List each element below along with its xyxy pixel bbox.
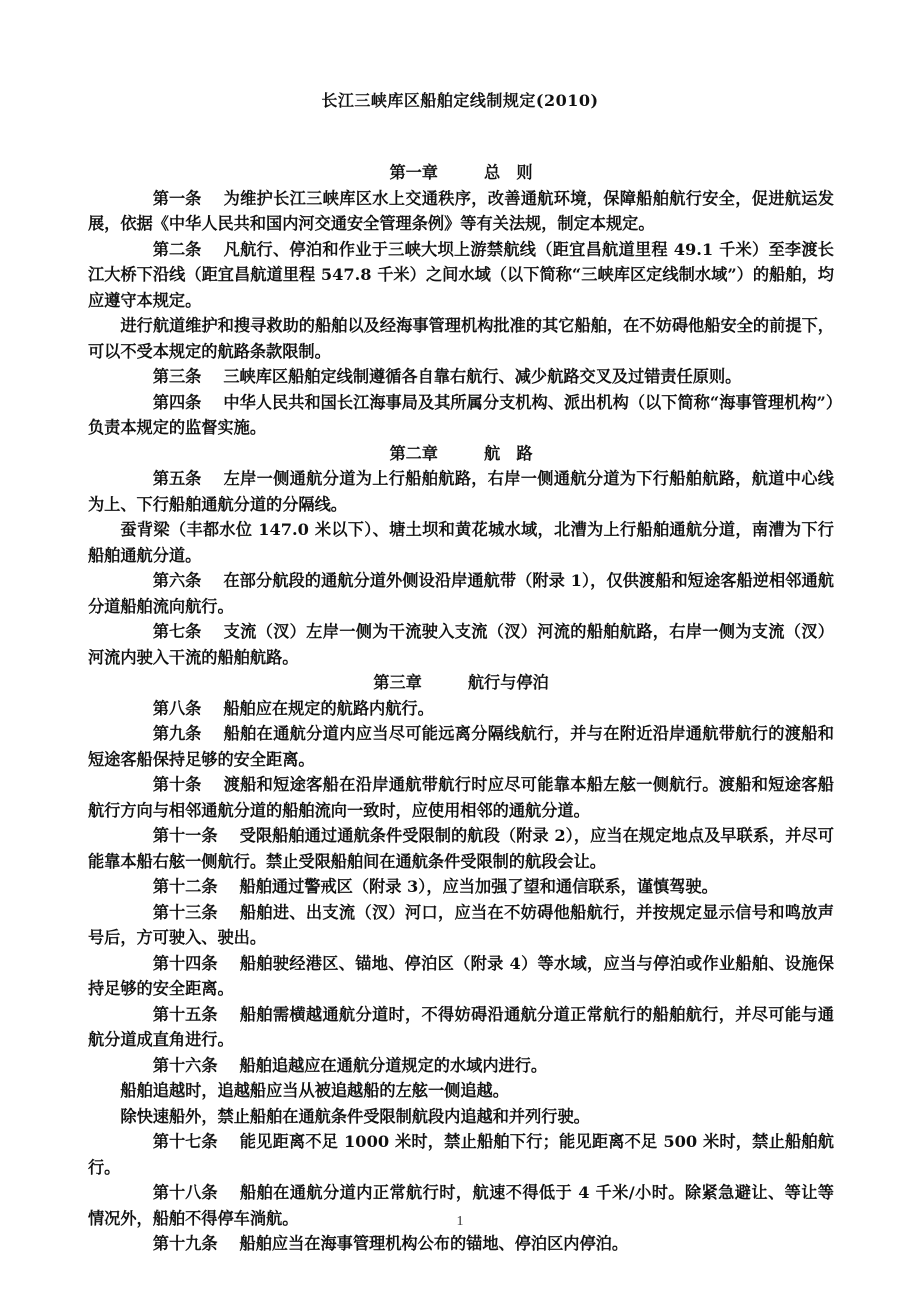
article-label: 第三条: [152, 367, 202, 386]
document-title: 长江三峡库区船舶定线制规定(2010): [321, 91, 599, 110]
article-text: 受限船舶通过通航条件受限制的航段（附录 2），应当在规定地点及早联系，并尽可能靠本船右舷一侧航行。禁止受限船舶间在通航条件受限制的航段会让。: [88, 826, 834, 871]
article-text: 凡航行、停泊和作业于三峡大坝上游禁航线（距宜昌航道里程 49.1 千米）至李渡长江大桥下沿线（距宜昌航道里程 547.8 千米）之间水域（以下简称“三峡库区定线制水域”）的船舶，均应遵守本规定。: [88, 239, 834, 310]
article-text: 中华人民共和国长江海事局及其所属分支机构、派出机构（以下简称“海事管理机构”）负责本规定的监督实施。: [88, 392, 834, 437]
article-16-clause-b: [88, 1104, 834, 1130]
article-2-clause: [88, 313, 834, 364]
article-text: 船舶在通航分道内应当尽可能远离分隔线航行，并与在附近沿岸通航带航行的渡船和短途客船保持足够的安全距离。: [88, 724, 834, 769]
article-4: [88, 390, 834, 441]
article-8: [88, 696, 834, 722]
chapter-heading-1: [88, 160, 834, 186]
article-text: 左岸一侧通航分道为上行船舶航路，右岸一侧通航分道为下行船舶航路，航道中心线为上、下行船舶通航分道的分隔线。: [88, 469, 834, 514]
article-17: [88, 1129, 834, 1180]
article-label: 第四条: [152, 392, 202, 412]
article-11: [88, 823, 834, 874]
article-label: 第五条: [152, 469, 202, 488]
article-19: [88, 1231, 834, 1257]
article-12: [88, 874, 834, 900]
article-text: 为维护长江三峡库区水上交通秩序，改善通航环境，保障船舶航行安全，促进航运发展，依据《中华人民共和国内河交通安全管理条例》等有关法规，制定本规定。: [88, 188, 834, 233]
article-text: 能见距离不足 1000 米时，禁止船舶下行；能见距离不足 500 米时，禁止船舶航行。: [88, 1132, 834, 1177]
chapter-heading-2: [88, 441, 834, 467]
article-text: 船舶需横越通航分道时，不得妨碍沿通航分道正常航行的船舶航行，并尽可能与通航分道成直角进行。: [88, 1004, 834, 1049]
article-label: 第八条: [152, 698, 202, 718]
article-9: [88, 721, 834, 772]
chapter-number: 第三章: [373, 673, 422, 692]
chapter-number: 第一章: [389, 163, 438, 182]
article-7: [88, 619, 834, 670]
article-label: 第十三条: [152, 902, 218, 922]
article-text: 进行航道维护和搜寻救助的船舶以及经海事管理机构批准的其它船舶，在不妨碍他船安全的前提下，可以不受本规定的航路条款限制。: [88, 316, 834, 361]
article-label: 第一条: [152, 188, 202, 208]
article-2: [88, 237, 834, 314]
article-text: 支流（汊）左岸一侧为干流驶入支流（汊）河流的船舶航路，右岸一侧为支流（汊）河流内驶入干流的船舶航路。: [88, 622, 834, 667]
article-label: 第十六条: [152, 1055, 218, 1075]
article-13: [88, 900, 834, 951]
article-15: [88, 1002, 834, 1053]
chapter-name: 总 则: [484, 163, 533, 182]
chapter-heading-3: [88, 670, 834, 696]
page-number: 1: [456, 1214, 464, 1229]
chapter-name: 航 路: [484, 443, 533, 463]
article-label: 第九条: [152, 724, 202, 743]
article-text: 除快速船外，禁止船舶在通航条件受限制航段内追越和并列行驶。: [120, 1106, 590, 1126]
article-6: [88, 568, 834, 619]
article-text: 船舶在通航分道内正常航行时，航速不得低于 4 千米/小时。除紧急避让、等让等情况外，船舶不得停车淌航。: [88, 1183, 834, 1228]
article-label: 第十八条: [152, 1183, 218, 1202]
article-text: 船舶通过警戒区（附录 3），应当加强了望和通信联系，谨慎驾驶。: [239, 877, 718, 896]
article-text: 船舶驶经港区、锚地、停泊区（附录 4）等水域，应当与停泊或作业船舶、设施保持足够的安全距离。: [88, 953, 834, 998]
article-text: 渡船和短途客船在沿岸通航带航行时应尽可能靠本船左舷一侧航行。渡船和短途客船航行方向与相邻通航分道的船舶流向一致时，应使用相邻的通航分道。: [88, 775, 834, 820]
article-label: 第十二条: [152, 877, 218, 896]
article-label: 第十七条: [152, 1132, 218, 1151]
article-14: [88, 951, 834, 1002]
chapter-number: 第二章: [389, 443, 438, 463]
article-text: 三峡库区船舶定线制遵循各自靠右航行、减少航路交叉及过错责任原则。: [223, 367, 742, 386]
article-text: 在部分航段的通航分道外侧设沿岸通航带（附录 1），仅供渡船和短途客船逆相邻通航分道船舶流向航行。: [88, 571, 834, 616]
article-text: 船舶进、出支流（汊）河口，应当在不妨碍他船航行，并按规定显示信号和鸣放声号后，方可驶入、驶出。: [88, 902, 834, 947]
article-label: 第十一条: [152, 826, 218, 845]
article-10: [88, 772, 834, 823]
article-text: 船舶追越应在通航分道规定的水域内进行。: [239, 1055, 548, 1075]
article-text: 船舶追越时，追越船应当从被追越船的左舷一侧追越。: [120, 1081, 509, 1100]
article-5-clause: [88, 517, 834, 568]
article-5: [88, 466, 834, 517]
article-16: [88, 1053, 834, 1079]
chapter-name: 航行与停泊: [467, 673, 549, 692]
article-1: [88, 186, 834, 237]
article-text: 船舶应当在海事管理机构公布的锚地、停泊区内停泊。: [239, 1234, 629, 1253]
article-label: 第二条: [152, 239, 202, 259]
article-label: 第十九条: [152, 1234, 218, 1253]
article-label: 第十条: [152, 775, 202, 794]
article-text: 船舶应在规定的航路内航行。: [223, 698, 434, 718]
document-body: [88, 160, 834, 1257]
article-text: 蚕背梁（丰都水位 147.0 米以下）、塘土坝和黄花城水域，北漕为上行船舶通航分道，南漕为下行船舶通航分道。: [88, 520, 834, 565]
article-label: 第十四条: [152, 953, 218, 973]
article-label: 第六条: [152, 571, 202, 590]
article-3: [88, 364, 834, 390]
article-16-clause-a: [88, 1078, 834, 1104]
article-label: 第七条: [152, 622, 202, 641]
article-label: 第十五条: [152, 1004, 218, 1024]
